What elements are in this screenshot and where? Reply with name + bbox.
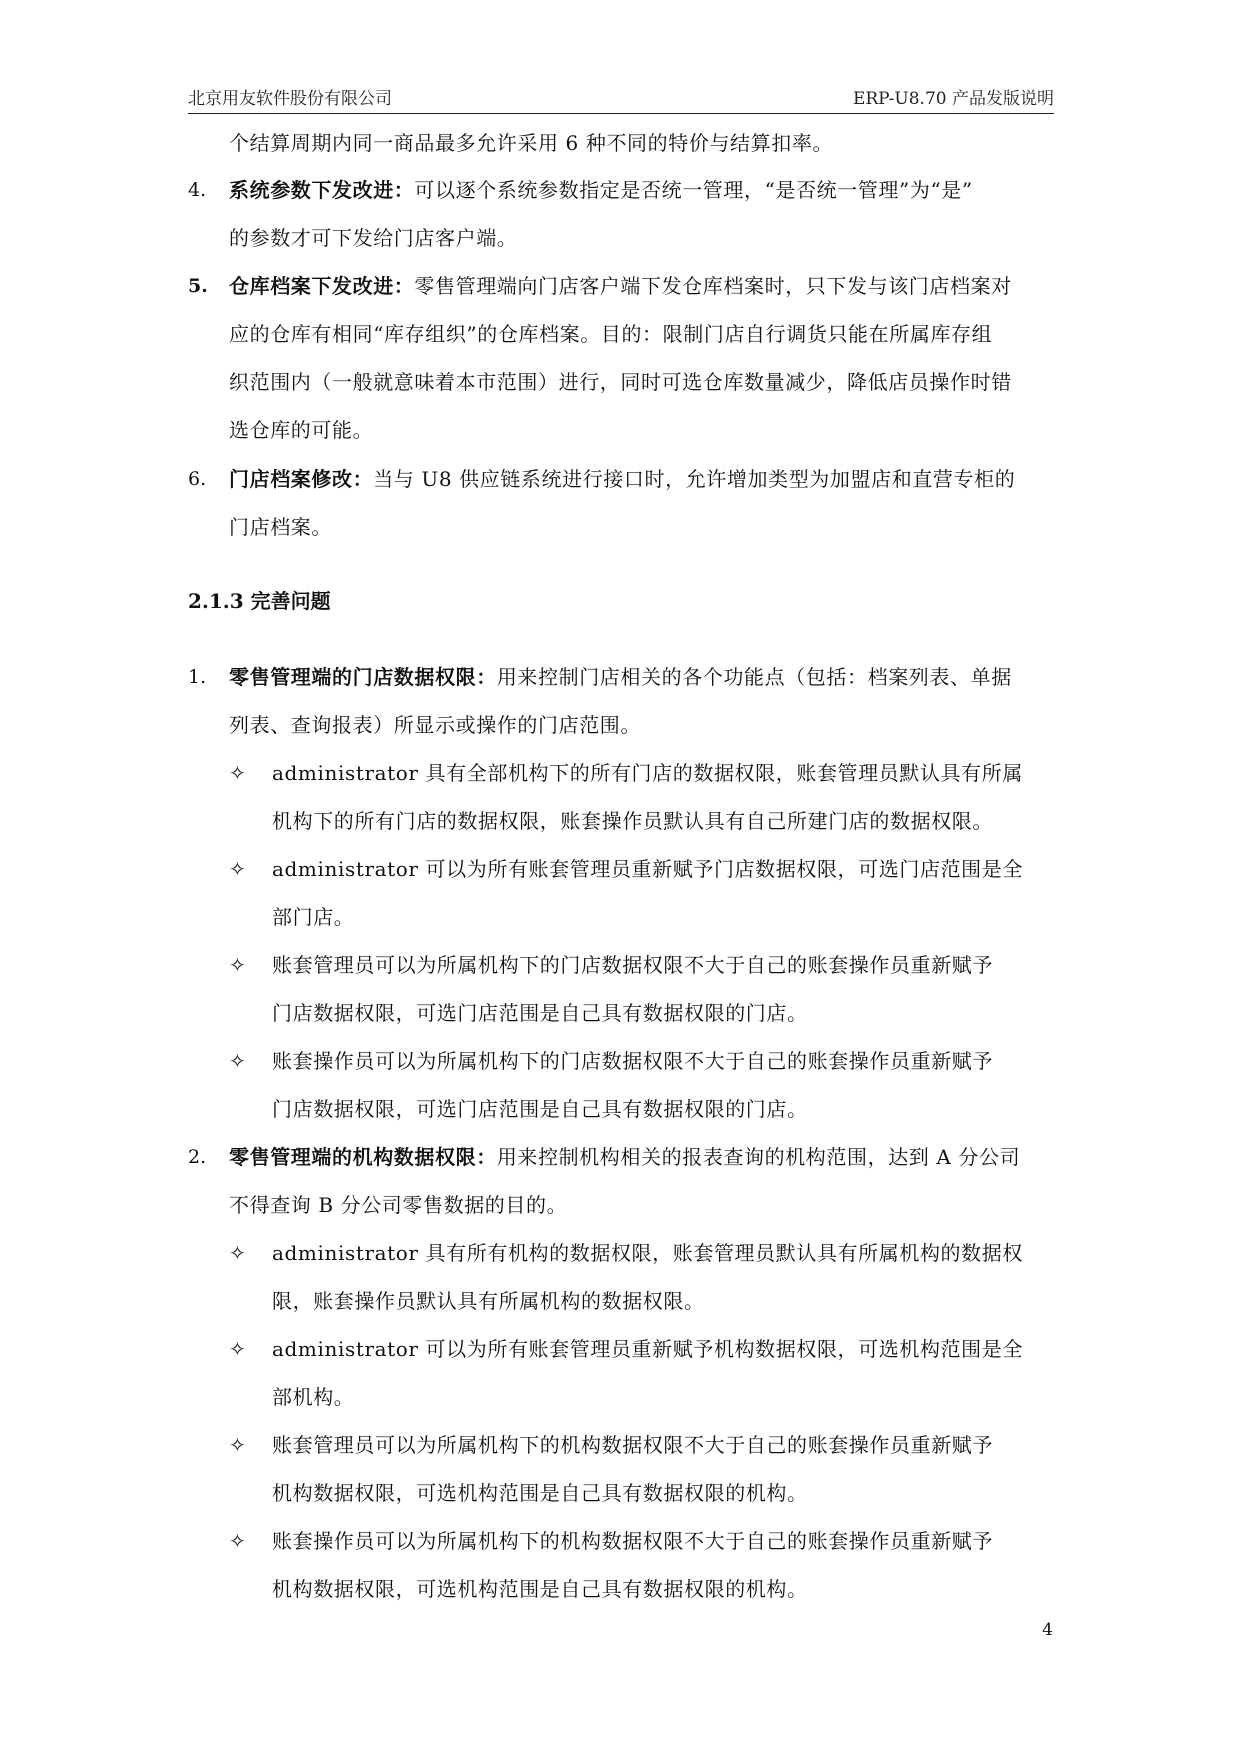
list-a-item-5-title: 仓库档案下发改进： <box>229 274 415 298</box>
bullet-icon: ✧ <box>229 857 246 881</box>
list-b-item-1-line-2: 列表、查询报表）所显示或操作的门店范围。 <box>229 713 641 737</box>
list-b-item-2-line-1 <box>229 1142 1020 1172</box>
bullet-icon: ✧ <box>229 953 246 977</box>
list-a-item-6-title: 门店档案修改： <box>229 467 374 491</box>
page-number: 4 <box>1042 1620 1053 1640</box>
list-a-item-6-number: 6. <box>188 468 207 490</box>
bullet-icon: ✧ <box>229 1433 246 1457</box>
list-b-item-1-bullet-3-line-2: 门店数据权限，可选门店范围是自己具有数据权限的门店。 <box>272 1001 808 1025</box>
list-a-item-4-line-2: 的参数才可下发给门店客户端。 <box>229 226 518 250</box>
bullet-icon: ✧ <box>229 1049 246 1073</box>
list-b-item-2-bullet-1-line-1: administrator 具有所有机构的数据权限，账套管理员默认具有所属机构的数据权 <box>272 1241 1023 1265</box>
header-rule <box>188 113 1054 114</box>
bullet-icon: ✧ <box>229 1529 246 1553</box>
list-a-item-5-line-3: 织范围内（一般就意味着本市范围）进行，同时可选仓库数量减少，降低店员操作时错 <box>229 370 1012 394</box>
list-a-item-5-line-2: 应的仓库有相同“库存组织”的仓库档案。目的：限制门店自行调货只能在所属库存组 <box>229 322 993 346</box>
list-a-item-4-text-1: 可以逐个系统参数指定是否统一管理，“是否统一管理”为“是” <box>414 178 973 202</box>
list-b-item-2-title: 零售管理端的机构数据权限： <box>229 1145 497 1169</box>
list-b-item-1-bullet-1-line-2: 机构下的所有门店的数据权限，账套操作员默认具有自己所建门店的数据权限。 <box>272 809 993 833</box>
list-b-item-2-bullet-2-line-1: administrator 可以为所有账套管理员重新赋予机构数据权限，可选机构范围是全 <box>272 1337 1023 1361</box>
list-b-item-2-bullet-3-line-1: 账套管理员可以为所属机构下的机构数据权限不大于自己的账套操作员重新赋予 <box>272 1433 993 1457</box>
list-b-item-1-bullet-4-line-1: 账套操作员可以为所属机构下的门店数据权限不大于自己的账套操作员重新赋予 <box>272 1049 993 1073</box>
list-b-item-2-bullet-2-line-2: 部机构。 <box>272 1385 355 1409</box>
list-b-item-2-bullet-3-line-2: 机构数据权限，可选机构范围是自己具有数据权限的机构。 <box>272 1481 808 1505</box>
list-a-item-5-line-1 <box>229 271 1012 301</box>
list-b-item-1-title: 零售管理端的门店数据权限： <box>229 665 497 689</box>
intro-tail-line: 个结算周期内同一商品最多允许采用 6 种不同的特价与结算扣率。 <box>229 131 834 155</box>
list-a-item-5-text-1: 零售管理端向门店客户端下发仓库档案时，只下发与该门店档案对 <box>414 274 1012 298</box>
bullet-icon: ✧ <box>229 1337 246 1361</box>
list-b-item-1-text-1: 用来控制门店相关的各个功能点（包括：档案列表、单据 <box>496 665 1012 689</box>
list-b-item-1-bullet-3-line-1: 账套管理员可以为所属机构下的门店数据权限不大于自己的账套操作员重新赋予 <box>272 953 993 977</box>
list-a-item-5-number: 5. <box>188 275 208 297</box>
list-b-item-1-bullet-2-line-1: administrator 可以为所有账套管理员重新赋予门店数据权限，可选门店范围是全 <box>272 857 1023 881</box>
list-b-item-2-text-1: 用来控制机构相关的报表查询的机构范围，达到 A 分公司 <box>496 1145 1021 1169</box>
list-a-item-6-line-2: 门店档案。 <box>229 515 332 539</box>
list-a-item-4-number: 4. <box>188 179 207 201</box>
section-heading: 2.1.3 完善问题 <box>188 589 331 613</box>
list-b-item-1-bullet-4-line-2: 门店数据权限，可选门店范围是自己具有数据权限的门店。 <box>272 1097 808 1121</box>
list-a-item-4-line-1 <box>229 175 973 205</box>
header-company: 北京用友软件股份有限公司 <box>188 89 392 109</box>
list-b-item-1-bullet-2-line-2: 部门店。 <box>272 905 355 929</box>
list-b-item-2-bullet-1-line-2: 限，账套操作员默认具有所属机构的数据权限。 <box>272 1289 705 1313</box>
list-b-item-2-line-2: 不得查询 B 分公司零售数据的目的。 <box>229 1193 568 1217</box>
list-a-item-4-title: 系统参数下发改进： <box>229 178 415 202</box>
header-doc-title: ERP-U8.70 产品发版说明 <box>852 89 1054 109</box>
list-b-item-1-line-1 <box>229 662 1012 692</box>
list-b-item-1-bullet-1-line-1: administrator 具有全部机构下的所有门店的数据权限，账套管理员默认具有所属 <box>272 761 1023 785</box>
bullet-icon: ✧ <box>229 761 246 785</box>
list-a-item-6-line-1 <box>229 464 1015 494</box>
list-a-item-5-line-4: 选仓库的可能。 <box>229 418 374 442</box>
list-a-item-6-text-1: 当与 U8 供应链系统进行接口时，允许增加类型为加盟店和直营专柜的 <box>373 467 1016 491</box>
list-b-item-2-number: 2. <box>188 1146 207 1168</box>
bullet-icon: ✧ <box>229 1241 246 1265</box>
list-b-item-2-bullet-4-line-2: 机构数据权限，可选机构范围是自己具有数据权限的机构。 <box>272 1577 808 1601</box>
list-b-item-1-number: 1. <box>188 666 207 688</box>
list-b-item-2-bullet-4-line-1: 账套操作员可以为所属机构下的机构数据权限不大于自己的账套操作员重新赋予 <box>272 1529 993 1553</box>
